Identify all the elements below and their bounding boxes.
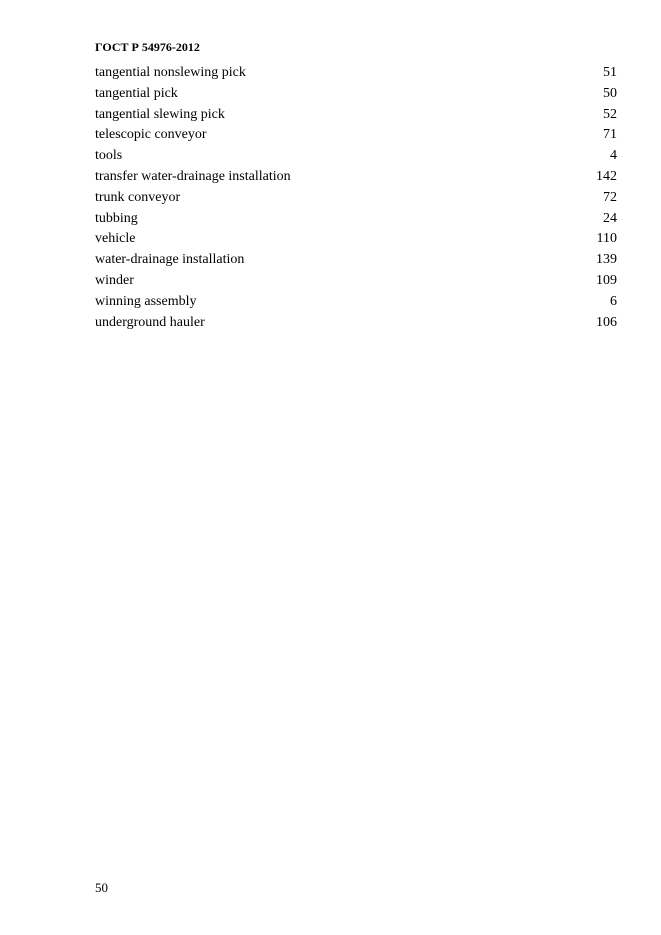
- index-entry: [95, 125, 617, 146]
- index-entry: [95, 84, 617, 105]
- index-term: tangential slewing pick: [95, 106, 225, 122]
- index-term: water-drainage installation: [95, 252, 245, 268]
- index-term: telescopic conveyor: [95, 127, 207, 143]
- index-page-ref: 52: [603, 106, 617, 122]
- index-term: underground hauler: [95, 314, 205, 330]
- index-entry: [95, 271, 617, 292]
- term-index-list: [95, 63, 617, 333]
- index-term: tubbing: [95, 210, 138, 226]
- index-entry: [95, 167, 617, 188]
- index-page-ref: 142: [596, 168, 617, 184]
- index-page-ref: 72: [603, 189, 617, 205]
- index-entry: [95, 292, 617, 313]
- index-entry: [95, 209, 617, 230]
- index-entry: [95, 313, 617, 334]
- index-entry: [95, 229, 617, 250]
- index-page-ref: 6: [610, 293, 617, 309]
- index-page-ref: 51: [603, 65, 617, 80]
- index-entry: [95, 146, 617, 167]
- index-term: winder: [95, 272, 134, 288]
- index-entry: [95, 105, 617, 126]
- index-page-ref: 106: [596, 314, 617, 330]
- index-term: winning assembly: [95, 293, 197, 309]
- index-entry: [95, 250, 617, 271]
- index-term: tangential pick: [95, 85, 178, 101]
- index-entry: [95, 188, 617, 209]
- index-page-ref: 50: [603, 85, 617, 101]
- footer-page-number: 50: [95, 880, 108, 895]
- index-term: tangential nonslewing pick: [95, 65, 246, 80]
- index-entry: [95, 63, 617, 84]
- document-header-title: ГОСТ Р 54976-2012: [95, 40, 200, 54]
- index-page-ref: 71: [603, 127, 617, 143]
- index-term: tools: [95, 148, 123, 164]
- index-page-ref: 24: [603, 210, 617, 226]
- index-term: transfer water-drainage installation: [95, 168, 291, 184]
- index-page-ref: 4: [610, 148, 617, 164]
- index-term: vehicle: [95, 231, 136, 247]
- index-page-ref: 109: [596, 272, 617, 288]
- index-page-ref: 139: [596, 252, 617, 268]
- index-page-ref: 110: [596, 231, 617, 247]
- index-term: trunk conveyor: [95, 189, 181, 205]
